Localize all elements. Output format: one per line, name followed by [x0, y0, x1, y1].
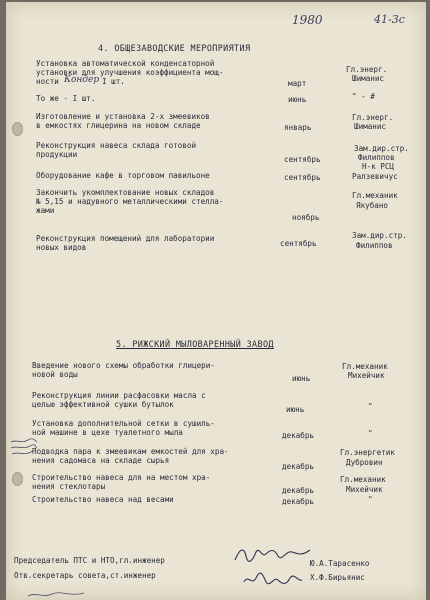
signature-1	[232, 544, 312, 566]
s4-item4-resp3: Н-к РСЦ	[362, 162, 395, 171]
s5-item6-resp1: "	[368, 495, 373, 504]
s4-item3-month: январь	[284, 123, 312, 132]
signer2-role: Отв.секретарь совета,ст.инженер	[14, 571, 156, 580]
s5-item1-line1: Введение нового схемы обработки глицери-	[32, 361, 215, 370]
s4-item3-resp1: Гл.энерг.	[352, 113, 394, 122]
s5-item3-resp1: "	[368, 429, 373, 438]
s4-item5-month: сентябрь	[284, 173, 321, 182]
s5-item4-resp2: Дубровин	[346, 458, 383, 467]
signature-2	[242, 568, 304, 590]
s4-item7-resp2: Филиппов	[356, 241, 393, 250]
s4-item6-resp1: Гл.механик	[352, 191, 398, 200]
s4-item7-month: сентябрь	[280, 239, 317, 248]
s4-item4-line2: продукции	[36, 150, 78, 159]
s5-item3-month: декабрь	[282, 431, 315, 440]
s4-item1-line2: установки для улучшения коэффициента мощ-	[36, 68, 224, 77]
handwritten-year: 1980	[292, 13, 323, 27]
punch-hole	[12, 472, 23, 486]
s5-item5-resp1: Гл.механик	[340, 475, 386, 484]
s5-item1-resp1: Гл.механик	[342, 362, 388, 371]
margin-stamp	[10, 438, 38, 462]
signer2-name: Х.Ф.Бирьянис	[310, 573, 365, 582]
s4-item6-line2: № 5,15 и надувного металлическими стелла-	[36, 197, 224, 206]
s5-item1-line2: новой воды	[32, 370, 78, 379]
s5-item6-month: декабрь	[282, 497, 315, 506]
s5-item4-month: декабрь	[282, 462, 315, 471]
s4-item2-month: июнь	[288, 95, 307, 104]
s5-item2-month: июнь	[286, 405, 305, 414]
s5-item5-month: декабрь	[282, 486, 315, 495]
s5-item5-resp2: Михейчик	[346, 485, 383, 494]
signer1-name: Ю.А.Тарасенко	[310, 559, 370, 568]
s5-item5-line2: нения стеклотары	[32, 482, 106, 491]
s4-item1-line4: I шт.	[102, 77, 125, 86]
punch-hole	[12, 122, 23, 136]
s4-item1-month: март	[288, 79, 307, 88]
signer1-role: Председатель ПТС и НТО,гл.инженер	[14, 556, 165, 565]
s4-item3-line1: Изготовление и установка 2-х змеевиков	[36, 112, 210, 121]
s4-item5-resp1: Ралзевичус	[352, 172, 398, 181]
s4-item6-line1: Закончить укомплектование новых складов	[36, 188, 215, 197]
s4-item1-resp1: Гл.энерг.	[346, 65, 388, 74]
s5-item1-month: июнь	[292, 374, 311, 383]
s5-item4-resp1: Гл.энергетик	[340, 448, 395, 457]
s4-item6-month: ноябрь	[292, 213, 320, 222]
handwritten-correction: Кондер	[64, 75, 100, 85]
s4-item2-line1: То же - I шт.	[36, 94, 96, 103]
s5-item6-line1: Строительство навеса над весами	[32, 495, 174, 504]
section4-heading: 4. ОБЩЕЗАВОДСКИЕ МЕРОПРИЯТИЯ	[98, 43, 251, 53]
s4-item6-resp2: Якубано	[356, 201, 389, 210]
section5-heading: 5. РИЖСКИЙ МЫЛОВАРЕННЫЙ ЗАВОД	[116, 339, 274, 349]
s4-item4-month: сентябрь	[284, 155, 321, 164]
s5-item2-line1: Реконструкция линии расфасовки масла с	[32, 391, 206, 400]
document-page	[6, 2, 426, 600]
handwritten-page-mark: 41-3с	[374, 13, 405, 26]
s4-item7-resp1: Зам.дир.стр.	[352, 231, 407, 240]
s4-item1-resp2: Шиманис	[352, 74, 385, 83]
s4-item1-line1: Установка автоматической конденсаторной	[36, 59, 215, 68]
s5-item2-resp1: "	[368, 402, 373, 411]
s4-item7-line2: новых видов	[36, 243, 87, 252]
s5-item4-line1: Подводка пара к змеевикам емкостей для хра-	[32, 447, 229, 456]
s5-item3-line2: ной машине в цехе туалетного мыла	[32, 428, 183, 437]
bottom-scribble	[26, 590, 86, 600]
s4-item5-line1: Оборудование кафе в торговом павильоне	[36, 171, 210, 180]
s4-item3-resp2: Шиманис	[354, 122, 387, 131]
s4-item4-resp1: Зам.дир.стр.	[354, 144, 409, 153]
s5-item1-resp2: Михейчик	[348, 371, 385, 380]
s4-item3-line2: в емкостях глицерина на новом складе	[36, 121, 201, 130]
s5-item2-line2: целью эффективной сушки бутылок	[32, 400, 174, 409]
s5-item4-line2: нения садомаса на складе сырья	[32, 456, 170, 465]
s5-item3-line1: Установка дополнительной сетки в сушиль-	[32, 419, 215, 428]
s4-item4-line1: Реконструкция навеса склада готовой	[36, 141, 197, 150]
s4-item1-line3: ности	[36, 77, 59, 86]
s4-item4-resp2: Филиппов	[358, 153, 395, 162]
s5-item5-line1: Строительство навеса для на местом хра-	[32, 473, 211, 482]
s4-item6-line3: жами	[36, 206, 55, 215]
s4-item7-line1: Реконструкция помещений для лаборатории	[36, 234, 215, 243]
s4-item2-resp1: " - #	[352, 92, 375, 101]
